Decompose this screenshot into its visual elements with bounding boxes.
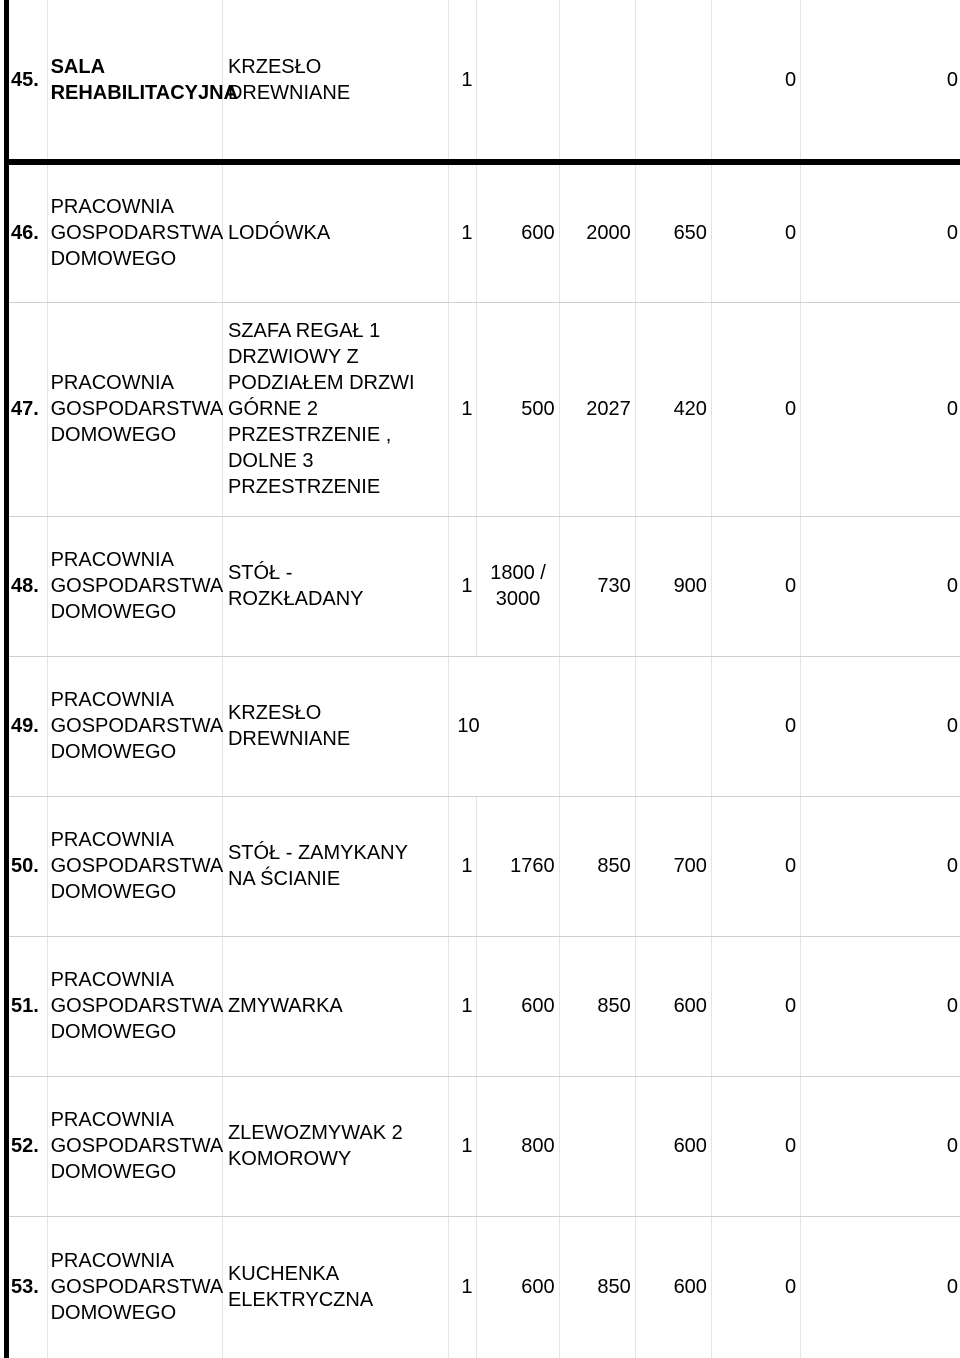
depth-value: 600 — [635, 1216, 711, 1358]
table-row — [9, 1076, 960, 1216]
room-name-line: PRACOWNIA — [50, 689, 174, 711]
room-name-line: GOSPODARSTWA — [50, 398, 224, 420]
value-b: 0 — [801, 656, 960, 796]
height-value — [559, 1076, 635, 1216]
row-number: 46. — [9, 162, 47, 302]
row-number: 45. — [9, 0, 47, 162]
depth-value: 420 — [635, 302, 711, 516]
room-name-line: DOMOWEGO — [50, 1021, 177, 1043]
quantity: 10 — [449, 656, 559, 796]
room-name-line: DOMOWEGO — [50, 1302, 177, 1324]
table-row — [9, 162, 960, 302]
value-b: 0 — [801, 0, 960, 162]
depth-value: 650 — [635, 162, 711, 302]
room-name-line: PRACOWNIA — [50, 196, 174, 219]
room-name-line: SALA — [50, 55, 106, 78]
row-number: 48. — [9, 516, 47, 656]
room-name-line: GOSPODARSTWA — [50, 575, 224, 597]
room-name-line: PRACOWNIA — [50, 549, 174, 571]
quantity: 1 — [449, 0, 477, 162]
item-name-line: GÓRNE 2 — [227, 398, 318, 420]
value-b: 0 — [801, 1216, 960, 1358]
item-name-line: ZLEWOZMYWAK 2 — [227, 1122, 403, 1144]
room-name-line: GOSPODARSTWA — [50, 1276, 224, 1298]
table-row — [9, 516, 960, 656]
height-value: 850 — [559, 936, 635, 1076]
table-row — [9, 936, 960, 1076]
height-value: 850 — [559, 796, 635, 936]
room-name-line: PRACOWNIA — [50, 829, 174, 851]
table-row — [9, 656, 960, 796]
item-name-line: DOLNE 3 — [227, 450, 314, 472]
quantity: 1 — [449, 302, 477, 516]
room-name-line: GOSPODARSTWA — [50, 715, 224, 737]
row-number: 47. — [9, 302, 47, 516]
item-name-line: KOMOROWY — [227, 1148, 352, 1170]
item-name — [222, 1076, 448, 1216]
item-name-line: PRZESTRZENIE — [227, 476, 381, 498]
depth-value: 600 — [635, 1076, 711, 1216]
value-a: 0 — [711, 0, 800, 162]
quantity: 1 — [449, 796, 477, 936]
item-name-line: ROZKŁADANY — [227, 588, 364, 610]
room-name-line: PRACOWNIA — [50, 372, 174, 394]
item-name — [222, 936, 448, 1076]
item-name-line: SZAFA REGAŁ 1 — [227, 320, 381, 342]
room-name-line: GOSPODARSTWA — [50, 1135, 224, 1157]
width-value-line: 3000 — [495, 588, 541, 610]
width-value-line: 1800 / — [490, 562, 546, 584]
inventory-table — [9, 0, 960, 1358]
room-name — [47, 656, 222, 796]
quantity: 1 — [449, 936, 477, 1076]
value-a: 0 — [711, 302, 800, 516]
value-a: 0 — [711, 936, 800, 1076]
room-name — [47, 516, 222, 656]
item-name-line: LODÓWKA — [227, 222, 331, 245]
value-b: 0 — [801, 302, 960, 516]
value-b: 0 — [801, 796, 960, 936]
height-value — [559, 656, 635, 796]
height-value: 2000 — [559, 162, 635, 302]
room-name-line: GOSPODARSTWA — [50, 222, 224, 245]
room-name-line: DOMOWEGO — [50, 248, 177, 271]
depth-value — [635, 0, 711, 162]
value-b: 0 — [801, 516, 960, 656]
room-name — [47, 936, 222, 1076]
item-name — [222, 1216, 448, 1358]
item-name-line: STÓŁ - — [227, 562, 293, 584]
item-name-line: KRZESŁO — [227, 702, 322, 724]
room-name — [47, 796, 222, 936]
room-name-line: DOMOWEGO — [50, 424, 177, 446]
height-value: 900 — [635, 516, 711, 656]
room-name-line: GOSPODARSTWA — [50, 855, 224, 877]
item-name-line: NA ŚCIANIE — [227, 868, 341, 890]
room-name-line: DOMOWEGO — [50, 601, 177, 623]
depth-value: 730 — [559, 516, 635, 656]
row-number: 52. — [9, 1076, 47, 1216]
room-name-line: PRACOWNIA — [50, 1250, 174, 1272]
room-name — [47, 162, 222, 302]
item-name-line: ZMYWARKA — [227, 995, 343, 1017]
width-value: 500 — [477, 302, 559, 516]
width-value: 600 — [477, 1216, 559, 1358]
row-number: 53. — [9, 1216, 47, 1358]
room-name — [47, 1216, 222, 1358]
item-name — [222, 0, 448, 162]
item-name — [222, 796, 448, 936]
room-name-line: DOMOWEGO — [50, 881, 177, 903]
item-name-line: DRZWIOWY Z — [227, 346, 359, 368]
room-name-line: DOMOWEGO — [50, 741, 177, 763]
room-name-line: PRACOWNIA — [50, 969, 174, 991]
item-name-line: PODZIAŁEM DRZWI — [227, 372, 415, 394]
value-a: 0 — [711, 162, 800, 302]
value-b: 0 — [801, 162, 960, 302]
row-number: 50. — [9, 796, 47, 936]
room-name-line: GOSPODARSTWA — [50, 995, 224, 1017]
item-name-line: STÓŁ - ZAMYKANY — [227, 842, 408, 864]
value-b: 0 — [801, 936, 960, 1076]
item-name-line: DREWNIANE — [227, 81, 351, 104]
item-name-line: ELEKTRYCZNA — [227, 1289, 374, 1311]
value-b: 0 — [801, 1076, 960, 1216]
table-row — [9, 0, 960, 162]
value-a: 0 — [711, 516, 800, 656]
room-name-line: DOMOWEGO — [50, 1161, 177, 1183]
width-value — [477, 0, 559, 162]
value-a: 0 — [711, 1076, 800, 1216]
value-a: 0 — [711, 656, 800, 796]
item-name — [222, 656, 448, 796]
item-name — [222, 162, 448, 302]
item-name — [222, 302, 448, 516]
table-row — [9, 796, 960, 936]
item-name-line: PRZESTRZENIE , — [227, 424, 392, 446]
room-name-line: PRACOWNIA — [50, 1109, 174, 1131]
width-value: 800 — [477, 1076, 559, 1216]
row-number: 51. — [9, 936, 47, 1076]
height-value: 850 — [559, 1216, 635, 1358]
room-name — [47, 0, 238, 162]
quantity: 1 — [449, 162, 477, 302]
width-value: 600 — [477, 162, 559, 302]
width-value: 1760 — [477, 796, 559, 936]
table-row — [9, 1216, 960, 1358]
height-value: 2027 — [559, 302, 635, 516]
item-name-line: DREWNIANE — [227, 728, 351, 750]
width-value: 600 — [477, 936, 559, 1076]
depth-value: 600 — [635, 936, 711, 1076]
room-name-line: REHABILITACYJNA — [50, 81, 238, 104]
item-name — [222, 516, 448, 656]
item-name-line: KRZESŁO — [227, 55, 322, 78]
item-name-line: KUCHENKA — [227, 1263, 340, 1285]
value-a: 0 — [711, 796, 800, 936]
width-value — [477, 516, 559, 656]
room-name — [47, 302, 222, 516]
height-value — [559, 0, 635, 162]
depth-value: 700 — [635, 796, 711, 936]
quantity: 1 — [449, 516, 477, 656]
value-a: 0 — [711, 1216, 800, 1358]
row-number: 49. — [9, 656, 47, 796]
table-row — [9, 302, 960, 516]
depth-value — [635, 656, 711, 796]
room-name — [47, 1076, 222, 1216]
quantity: 1 — [449, 1076, 477, 1216]
quantity: 1 — [449, 1216, 477, 1358]
